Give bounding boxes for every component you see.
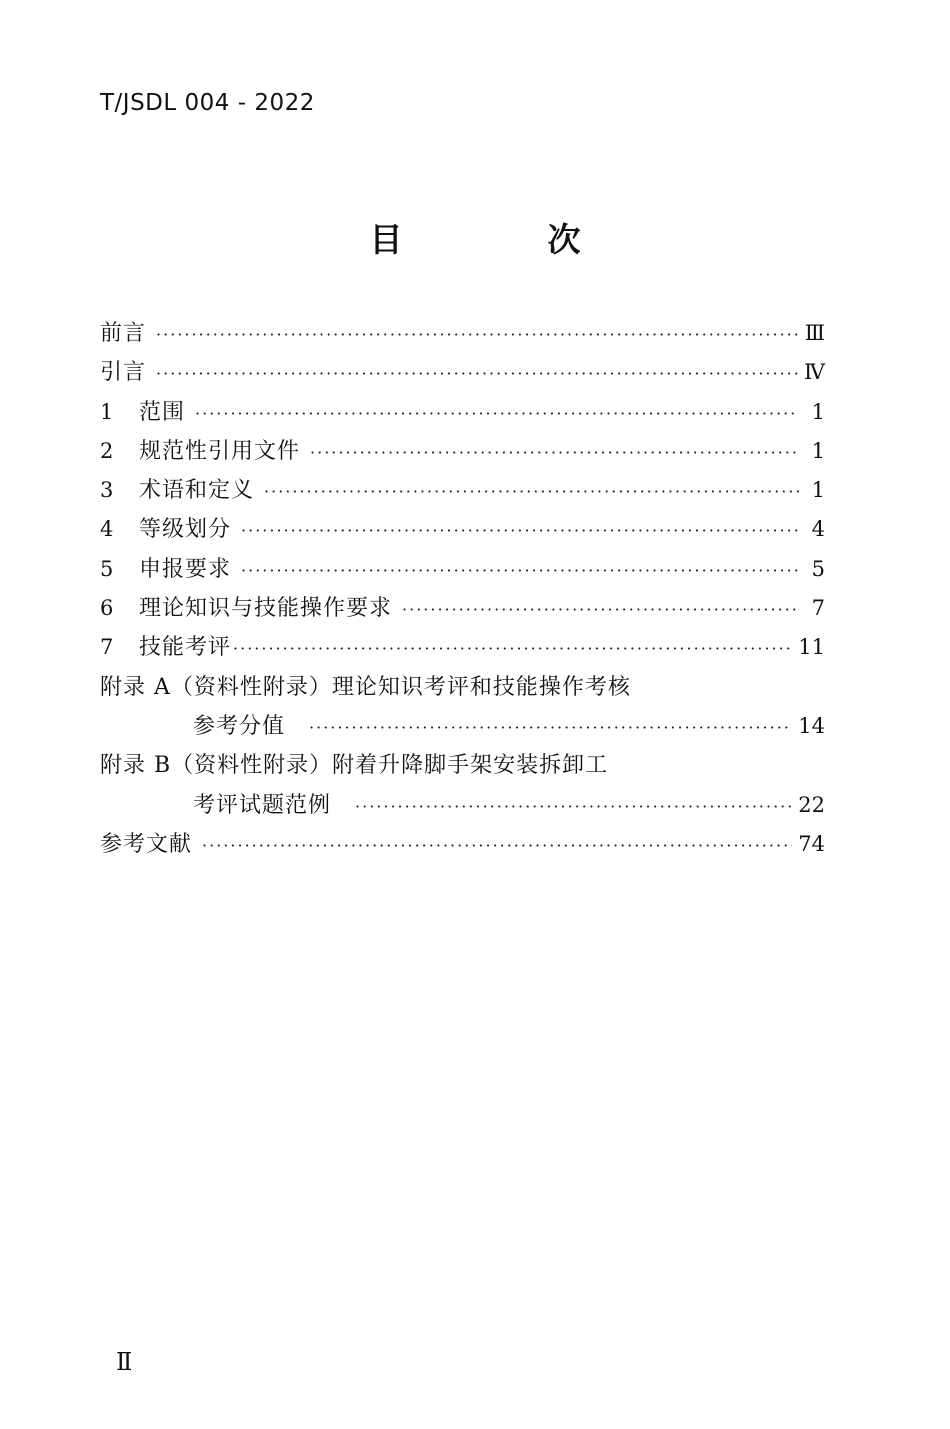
dot-leader	[264, 472, 799, 511]
toc-entry-label: 等级划分	[139, 517, 232, 543]
toc-entry-page: 5	[811, 556, 825, 581]
toc-entry-appendix-b[interactable]	[100, 746, 825, 785]
toc-entry-number: 3	[100, 478, 114, 503]
dot-leader	[402, 590, 799, 629]
toc-entry-label: 参考文献	[100, 831, 193, 857]
toc-entry-label: 理论知识与技能操作要求	[139, 596, 393, 622]
toc-entry-label: 术语和定义	[139, 478, 255, 504]
toc-entry-page: 4	[811, 517, 825, 542]
dot-leader	[156, 315, 799, 354]
toc-entry-label: 规范性引用文件	[139, 438, 301, 464]
toc-entry-label: 附录 B（资料性附录）附着升降脚手架安装拆卸工	[100, 753, 609, 779]
toc-entry-number: 1	[100, 399, 114, 424]
toc-entry-terms-definitions[interactable]	[100, 471, 825, 510]
toc-entry-bibliography[interactable]	[100, 825, 825, 864]
toc-entry-label: 考评试题范例	[193, 792, 332, 818]
toc-title: 目 次	[369, 220, 637, 259]
dot-leader	[233, 629, 792, 668]
toc-entry-grade-classification[interactable]	[100, 510, 825, 549]
toc-entry-page: 74	[798, 831, 825, 856]
toc-entry-page: 22	[798, 792, 825, 817]
toc-entry-appendix-a-continued[interactable]	[100, 707, 825, 746]
toc-entry-page: 1	[811, 478, 825, 503]
toc-entry-page: Ⅳ	[804, 360, 825, 385]
toc-entry-knowledge-skill-requirements[interactable]	[100, 589, 825, 628]
toc-entry-label: 申报要求	[139, 556, 232, 582]
toc-entry-appendix-a[interactable]	[100, 668, 825, 707]
toc-entry-number: 4	[100, 517, 114, 542]
dot-leader	[195, 394, 799, 433]
toc-entry-label: 参考分值	[193, 713, 286, 739]
toc-entry-label: 技能考评	[139, 635, 232, 661]
toc-entry-foreword[interactable]	[100, 314, 825, 353]
toc-entry-page: 11	[798, 635, 825, 660]
page-number: Ⅱ	[116, 1348, 133, 1376]
dot-leader	[355, 787, 792, 826]
dot-leader	[241, 551, 799, 590]
toc-entry-scope[interactable]	[100, 393, 825, 432]
toc-entry-number: 6	[100, 596, 114, 621]
toc-entry-page: Ⅲ	[804, 321, 825, 345]
toc-entry-number: 7	[100, 635, 114, 660]
toc-entry-label: 范围	[139, 399, 186, 425]
dot-leader	[310, 433, 799, 472]
toc-entry-skill-assessment[interactable]	[100, 628, 825, 667]
dot-leader	[241, 511, 799, 550]
toc-entry-normative-references[interactable]	[100, 432, 825, 471]
toc-entry-page: 1	[811, 399, 825, 424]
dot-leader	[202, 826, 792, 865]
toc-entry-label: 引言	[100, 360, 147, 386]
toc-entry-introduction[interactable]	[100, 353, 825, 392]
document-code: T/JSDL 004 - 2022	[100, 90, 315, 116]
toc-entry-application-requirements[interactable]	[100, 550, 825, 589]
toc-entry-label: 附录 A（资料性附录）理论知识考评和技能操作考核	[100, 674, 631, 700]
toc-entry-page: 14	[798, 713, 825, 738]
toc-entry-number: 5	[100, 556, 114, 581]
dot-leader	[309, 708, 792, 747]
toc-entry-appendix-b-continued[interactable]	[100, 786, 825, 825]
table-of-contents	[100, 314, 825, 864]
dot-leader	[156, 354, 798, 393]
toc-entry-number: 2	[100, 438, 114, 463]
toc-entry-page: 7	[811, 596, 825, 621]
toc-entry-label: 前言	[100, 321, 147, 346]
toc-entry-page: 1	[811, 438, 825, 463]
